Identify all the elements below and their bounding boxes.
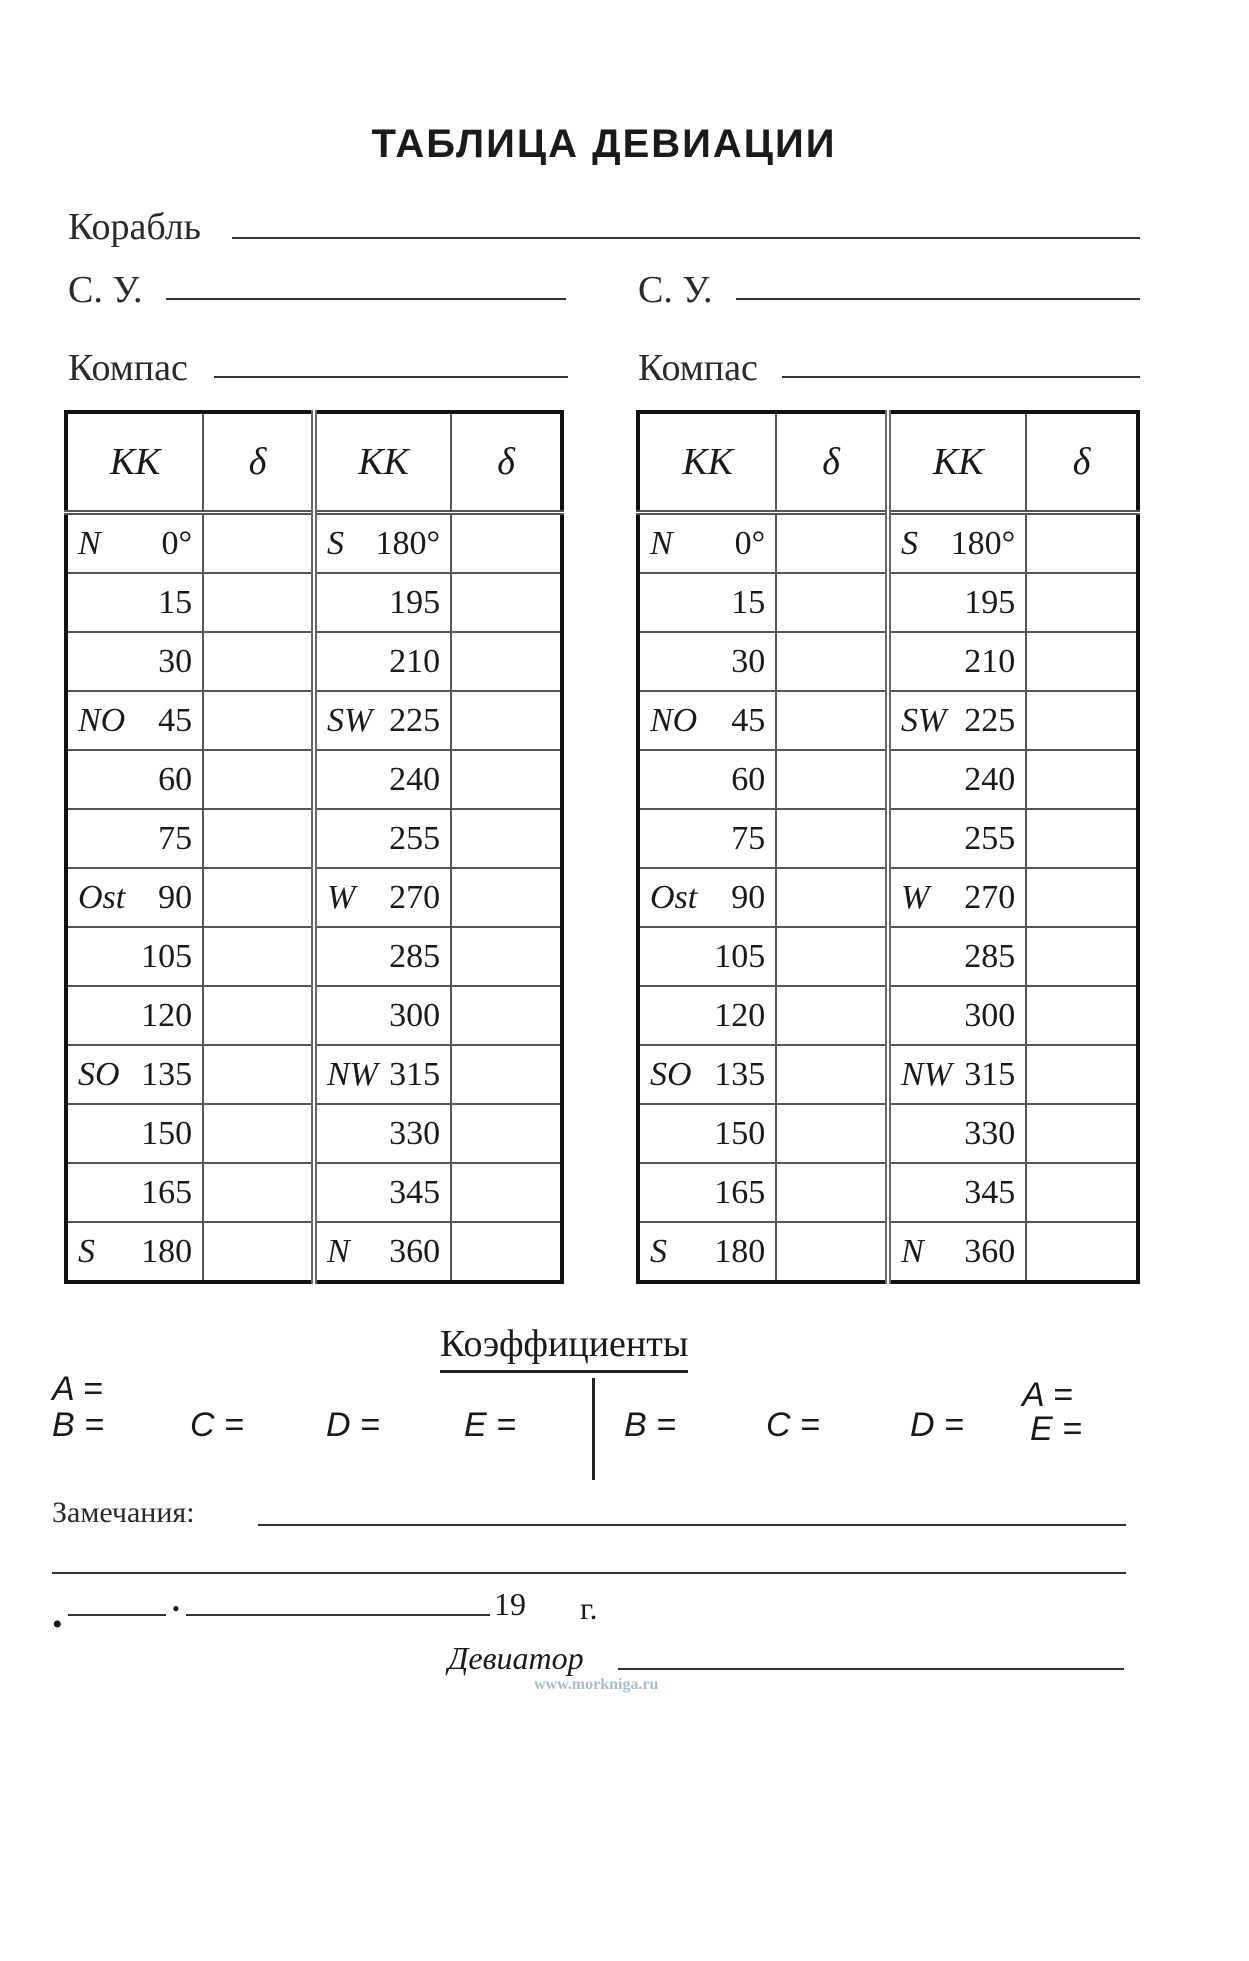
course-cell bbox=[638, 986, 776, 1045]
course-value: 180° bbox=[375, 524, 441, 562]
table-row bbox=[66, 1104, 562, 1163]
course-cell bbox=[638, 573, 776, 632]
remarks-field-1[interactable] bbox=[258, 1524, 1126, 1526]
course-cell bbox=[314, 1163, 451, 1222]
course-cell bbox=[66, 573, 203, 632]
header-delta: δ bbox=[1026, 412, 1138, 513]
deviation-cell[interactable] bbox=[776, 513, 888, 574]
deviation-cell[interactable] bbox=[1026, 809, 1138, 868]
compass-point: Ost bbox=[650, 878, 698, 916]
course-cell bbox=[66, 986, 203, 1045]
date-suffix: г. bbox=[580, 1590, 598, 1626]
compass-point: NO bbox=[78, 701, 126, 739]
compass-point: S bbox=[326, 524, 344, 562]
date-year: 19 bbox=[494, 1586, 526, 1622]
compass-point: S bbox=[900, 524, 918, 562]
course-value: 15 bbox=[158, 583, 193, 621]
course-value: 240 bbox=[964, 760, 1016, 798]
deviation-cell[interactable] bbox=[776, 573, 888, 632]
course-cell bbox=[314, 809, 451, 868]
deviation-cell[interactable] bbox=[1026, 1104, 1138, 1163]
course-cell bbox=[638, 1222, 776, 1282]
deviation-cell[interactable] bbox=[203, 573, 314, 632]
table-row bbox=[638, 513, 1138, 574]
table-row bbox=[638, 1104, 1138, 1163]
course-value: 330 bbox=[964, 1114, 1016, 1152]
deviation-cell[interactable] bbox=[776, 1163, 888, 1222]
deviation-cell[interactable] bbox=[1026, 750, 1138, 809]
deviation-cell[interactable] bbox=[1026, 1222, 1138, 1282]
deviation-cell[interactable] bbox=[203, 750, 314, 809]
compass-point: S bbox=[78, 1232, 95, 1270]
deviation-cell[interactable] bbox=[1026, 868, 1138, 927]
coefficients-title: Коэффициенты bbox=[440, 1322, 688, 1373]
course-value: 210 bbox=[964, 642, 1016, 680]
deviation-cell[interactable] bbox=[1026, 513, 1138, 574]
course-cell bbox=[888, 573, 1026, 632]
course-value: 180 bbox=[141, 1232, 193, 1270]
deviation-cell[interactable] bbox=[776, 809, 888, 868]
deviator-label: Девиатор bbox=[448, 1640, 584, 1676]
course-cell bbox=[314, 1222, 451, 1282]
deviation-cell[interactable] bbox=[451, 1163, 562, 1222]
course-value: 225 bbox=[389, 701, 441, 739]
header-kk: КК bbox=[638, 412, 776, 513]
deviation-cell[interactable] bbox=[203, 1045, 314, 1104]
table-row bbox=[638, 632, 1138, 691]
coef-d-left: D = bbox=[326, 1406, 380, 1444]
course-cell bbox=[888, 750, 1026, 809]
table-row bbox=[638, 986, 1138, 1045]
coef-e-right: E = bbox=[1030, 1410, 1082, 1448]
deviation-cell[interactable] bbox=[203, 986, 314, 1045]
course-value: 330 bbox=[389, 1114, 441, 1152]
course-value: 270 bbox=[389, 878, 441, 916]
course-value: 165 bbox=[714, 1173, 766, 1211]
course-cell bbox=[638, 1045, 776, 1104]
deviation-cell[interactable] bbox=[451, 1222, 562, 1282]
course-value: 195 bbox=[964, 583, 1016, 621]
course-value: 210 bbox=[389, 642, 441, 680]
course-cell bbox=[314, 986, 451, 1045]
deviation-cell[interactable] bbox=[776, 632, 888, 691]
course-value: 75 bbox=[158, 819, 193, 857]
table-row bbox=[638, 1163, 1138, 1222]
course-cell bbox=[888, 632, 1026, 691]
deviation-cell[interactable] bbox=[451, 809, 562, 868]
course-cell bbox=[66, 750, 203, 809]
course-value: 315 bbox=[964, 1055, 1016, 1093]
deviation-cell[interactable] bbox=[451, 573, 562, 632]
deviation-cell[interactable] bbox=[451, 1104, 562, 1163]
course-value: 120 bbox=[141, 996, 193, 1034]
course-value: 345 bbox=[389, 1173, 441, 1211]
table-row bbox=[638, 691, 1138, 750]
compass-point: NW bbox=[326, 1055, 378, 1093]
su-label-left: С. У. bbox=[68, 269, 143, 311]
deviation-cell[interactable] bbox=[203, 632, 314, 691]
course-cell bbox=[888, 809, 1026, 868]
header-kk: КК bbox=[66, 412, 203, 513]
course-cell bbox=[888, 1222, 1026, 1282]
compass-point: SW bbox=[326, 701, 373, 739]
compass-label-left: Компас bbox=[68, 347, 188, 389]
compass-point: W bbox=[326, 878, 356, 916]
course-cell bbox=[66, 927, 203, 986]
table-row bbox=[66, 1163, 562, 1222]
course-cell bbox=[314, 1104, 451, 1163]
course-value: 90 bbox=[731, 878, 766, 916]
compass-point: N bbox=[78, 524, 101, 562]
course-value: 0° bbox=[734, 524, 766, 562]
header-kk: КК bbox=[888, 412, 1026, 513]
table-row bbox=[66, 513, 562, 574]
coef-b-right: B = bbox=[624, 1406, 676, 1444]
compass-point: S bbox=[650, 1232, 667, 1270]
table-row bbox=[66, 750, 562, 809]
compass-point: SW bbox=[900, 701, 947, 739]
watermark: www.morkniga.ru bbox=[534, 1676, 659, 1693]
course-cell bbox=[888, 1104, 1026, 1163]
deviation-cell[interactable] bbox=[451, 632, 562, 691]
compass-point: N bbox=[326, 1232, 350, 1270]
date-dot: • bbox=[52, 1608, 63, 1641]
course-cell bbox=[888, 868, 1026, 927]
remarks-field-2[interactable] bbox=[52, 1572, 1126, 1574]
deviation-cell[interactable] bbox=[776, 750, 888, 809]
table-row bbox=[66, 632, 562, 691]
deviation-cell[interactable] bbox=[203, 868, 314, 927]
table-row bbox=[638, 1045, 1138, 1104]
deviation-cell[interactable] bbox=[203, 513, 314, 574]
course-value: 45 bbox=[158, 701, 193, 739]
course-cell bbox=[66, 632, 203, 691]
compass-label-right: Компас bbox=[638, 347, 758, 389]
course-value: 105 bbox=[141, 937, 193, 975]
coefficients-divider bbox=[592, 1378, 595, 1480]
deviation-cell[interactable] bbox=[776, 986, 888, 1045]
coef-b-left: B = bbox=[52, 1406, 104, 1444]
course-value: 240 bbox=[389, 760, 441, 798]
header-delta: δ bbox=[203, 412, 314, 513]
deviation-cell[interactable] bbox=[776, 927, 888, 986]
deviation-cell[interactable] bbox=[1026, 986, 1138, 1045]
date-month-field[interactable] bbox=[186, 1614, 490, 1616]
deviator-signature-field[interactable] bbox=[618, 1668, 1124, 1670]
course-value: 150 bbox=[141, 1114, 193, 1152]
compass-point: NO bbox=[650, 701, 698, 739]
deviation-cell[interactable] bbox=[451, 868, 562, 927]
table-row bbox=[66, 986, 562, 1045]
table-row bbox=[638, 1222, 1138, 1282]
course-cell bbox=[314, 513, 451, 574]
deviation-cell[interactable] bbox=[776, 1045, 888, 1104]
course-cell bbox=[314, 927, 451, 986]
course-value: 345 bbox=[964, 1173, 1016, 1211]
table-row bbox=[66, 809, 562, 868]
header-delta: δ bbox=[451, 412, 562, 513]
course-value: 360 bbox=[389, 1232, 441, 1270]
deviation-cell[interactable] bbox=[203, 927, 314, 986]
deviation-cell[interactable] bbox=[451, 927, 562, 986]
su-field-right[interactable] bbox=[736, 298, 1140, 300]
compass-point: SO bbox=[78, 1055, 120, 1093]
compass-point: NW bbox=[900, 1055, 952, 1093]
course-value: 60 bbox=[731, 760, 766, 798]
coef-a-right: A = bbox=[1022, 1376, 1073, 1414]
course-value: 315 bbox=[389, 1055, 441, 1093]
deviation-cell[interactable] bbox=[203, 1222, 314, 1282]
course-cell bbox=[314, 691, 451, 750]
su-field-left[interactable] bbox=[166, 298, 566, 300]
course-cell bbox=[66, 1163, 203, 1222]
deviation-table-left bbox=[64, 410, 564, 1284]
course-cell bbox=[66, 1045, 203, 1104]
deviation-cell[interactable] bbox=[451, 750, 562, 809]
deviation-cell[interactable] bbox=[776, 691, 888, 750]
course-cell bbox=[638, 1104, 776, 1163]
course-cell bbox=[314, 632, 451, 691]
deviation-cell[interactable] bbox=[776, 868, 888, 927]
table-row bbox=[66, 691, 562, 750]
course-value: 135 bbox=[714, 1055, 766, 1093]
course-cell bbox=[638, 513, 776, 574]
course-cell bbox=[66, 868, 203, 927]
course-cell bbox=[314, 868, 451, 927]
course-value: 360 bbox=[964, 1232, 1016, 1270]
deviation-cell[interactable] bbox=[1026, 632, 1138, 691]
course-cell bbox=[66, 809, 203, 868]
course-value: 300 bbox=[964, 996, 1016, 1034]
course-cell bbox=[888, 1163, 1026, 1222]
course-value: 270 bbox=[964, 878, 1016, 916]
course-cell bbox=[638, 632, 776, 691]
course-value: 180 bbox=[714, 1232, 766, 1270]
table-row bbox=[66, 573, 562, 632]
compass-point: Ost bbox=[78, 878, 126, 916]
course-cell bbox=[638, 868, 776, 927]
compass-field-left[interactable] bbox=[214, 376, 568, 378]
table-row bbox=[66, 868, 562, 927]
course-value: 300 bbox=[389, 996, 441, 1034]
compass-field-right[interactable] bbox=[782, 376, 1140, 378]
compass-point: W bbox=[900, 878, 930, 916]
deviation-table-right bbox=[636, 410, 1140, 1284]
ship-field[interactable] bbox=[232, 237, 1140, 239]
course-cell bbox=[888, 691, 1026, 750]
course-cell bbox=[638, 691, 776, 750]
course-cell bbox=[314, 750, 451, 809]
course-value: 285 bbox=[964, 937, 1016, 975]
coef-e-left: E = bbox=[464, 1406, 516, 1444]
course-cell bbox=[314, 573, 451, 632]
deviation-cell[interactable] bbox=[776, 1104, 888, 1163]
header-delta: δ bbox=[776, 412, 888, 513]
deviation-cell[interactable] bbox=[1026, 1163, 1138, 1222]
course-value: 105 bbox=[714, 937, 766, 975]
course-cell bbox=[638, 809, 776, 868]
course-value: 195 bbox=[389, 583, 441, 621]
deviation-cell[interactable] bbox=[203, 1104, 314, 1163]
course-value: 225 bbox=[964, 701, 1016, 739]
course-value: 30 bbox=[158, 642, 193, 680]
course-cell bbox=[888, 513, 1026, 574]
deviation-cell[interactable] bbox=[1026, 927, 1138, 986]
deviation-cell[interactable] bbox=[776, 1222, 888, 1282]
coef-c-left: C = bbox=[190, 1406, 244, 1444]
deviation-cell[interactable] bbox=[1026, 573, 1138, 632]
header-kk: КК bbox=[314, 412, 451, 513]
course-cell bbox=[66, 691, 203, 750]
su-label-right: С. У. bbox=[638, 269, 713, 311]
deviation-cell[interactable] bbox=[203, 809, 314, 868]
coef-a-left: A = bbox=[52, 1370, 103, 1408]
compass-point: N bbox=[650, 524, 673, 562]
deviation-cell[interactable] bbox=[451, 1045, 562, 1104]
page-title: ТАБЛИЦА ДЕВИАЦИИ bbox=[371, 122, 837, 166]
ship-label: Корабль bbox=[68, 206, 201, 248]
course-value: 165 bbox=[141, 1173, 193, 1211]
table-row bbox=[638, 573, 1138, 632]
table-row bbox=[66, 927, 562, 986]
course-value: 180° bbox=[950, 524, 1016, 562]
table-row bbox=[638, 927, 1138, 986]
table-row bbox=[638, 809, 1138, 868]
compass-point: N bbox=[900, 1232, 924, 1270]
course-value: 255 bbox=[964, 819, 1016, 857]
table-row bbox=[638, 868, 1138, 927]
coef-c-right: C = bbox=[766, 1406, 820, 1444]
course-value: 90 bbox=[158, 878, 193, 916]
course-value: 0° bbox=[161, 524, 193, 562]
course-value: 285 bbox=[389, 937, 441, 975]
coef-d-right: D = bbox=[910, 1406, 964, 1444]
deviation-cell[interactable] bbox=[451, 513, 562, 574]
course-value: 150 bbox=[714, 1114, 766, 1152]
course-cell bbox=[888, 1045, 1026, 1104]
course-cell bbox=[66, 1222, 203, 1282]
course-cell bbox=[638, 750, 776, 809]
course-value: 30 bbox=[731, 642, 766, 680]
table-row bbox=[638, 750, 1138, 809]
deviation-cell[interactable] bbox=[203, 1163, 314, 1222]
course-value: 75 bbox=[731, 819, 766, 857]
course-cell bbox=[314, 1045, 451, 1104]
deviation-cell[interactable] bbox=[203, 691, 314, 750]
deviation-cell[interactable] bbox=[1026, 1045, 1138, 1104]
course-value: 120 bbox=[714, 996, 766, 1034]
remarks-label: Замечания: bbox=[52, 1496, 195, 1529]
course-cell bbox=[638, 927, 776, 986]
date-day-field[interactable] bbox=[68, 1614, 166, 1616]
course-cell bbox=[638, 1163, 776, 1222]
course-value: 60 bbox=[158, 760, 193, 798]
course-value: 15 bbox=[731, 583, 766, 621]
compass-point: SO bbox=[650, 1055, 692, 1093]
course-value: 255 bbox=[389, 819, 441, 857]
table-row bbox=[66, 1222, 562, 1282]
course-value: 45 bbox=[731, 701, 766, 739]
course-cell bbox=[888, 986, 1026, 1045]
deviation-cell[interactable] bbox=[451, 986, 562, 1045]
date-tick: • bbox=[172, 1596, 180, 1621]
table-row bbox=[66, 1045, 562, 1104]
course-cell bbox=[888, 927, 1026, 986]
deviation-cell[interactable] bbox=[451, 691, 562, 750]
course-cell bbox=[66, 513, 203, 574]
course-value: 135 bbox=[141, 1055, 193, 1093]
deviation-cell[interactable] bbox=[1026, 691, 1138, 750]
course-cell bbox=[66, 1104, 203, 1163]
